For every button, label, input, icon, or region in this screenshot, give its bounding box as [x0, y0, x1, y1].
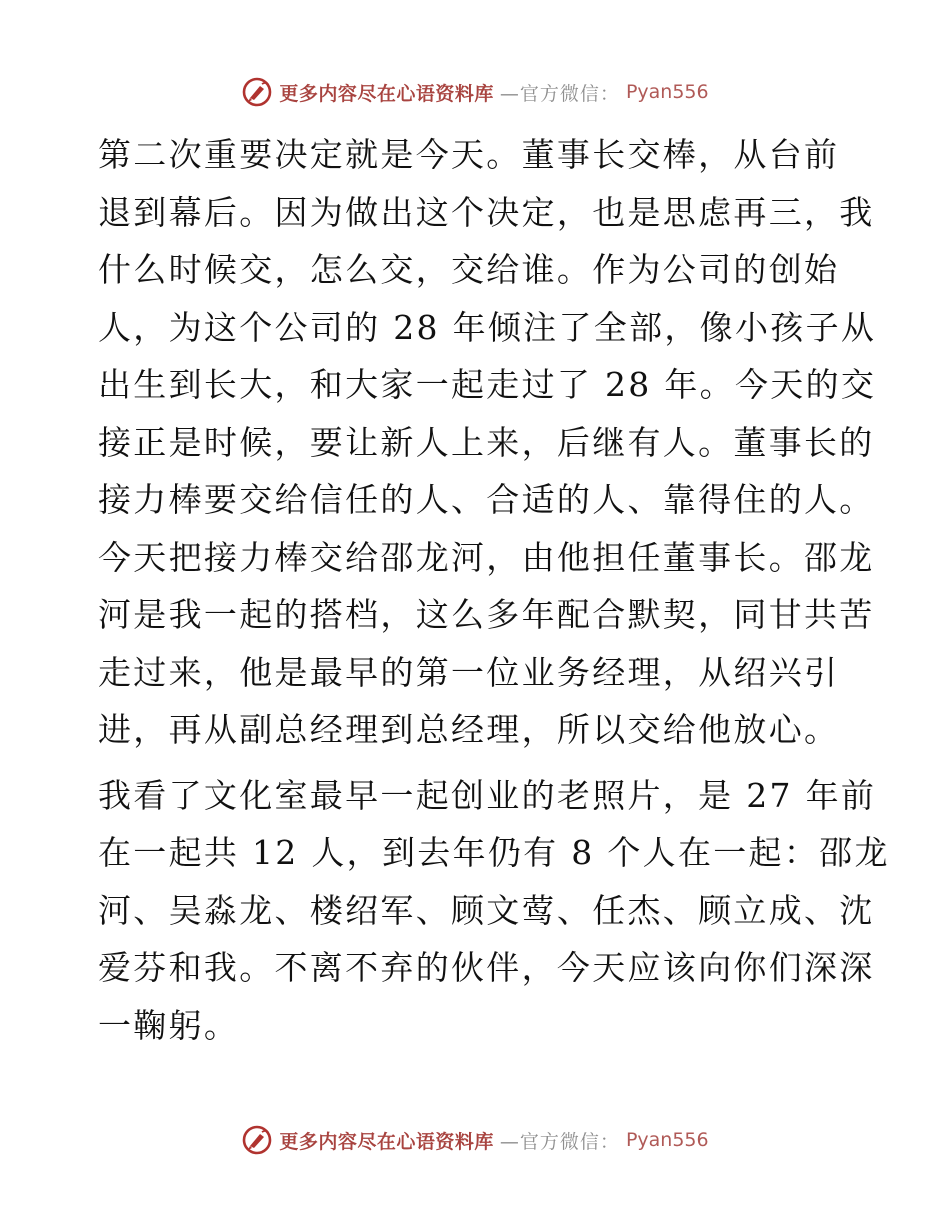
footer-watermark [0, 1124, 950, 1156]
text-line: 接正是时候，要让新人上来，后继有人。董事长的 [98, 422, 875, 462]
text-line: 出生到长大，和大家一起走过了 28 年。今天的交 [98, 365, 877, 404]
text-line: 进，再从副总经理到总经理，所以交给他放心。 [98, 710, 840, 749]
text-line: 今天把接力棒交给邵龙河，由他担任董事长。邵龙 [98, 537, 875, 577]
quill-logo-icon [241, 76, 273, 108]
paragraph-1 [98, 126, 877, 759]
watermark-id-text: Pyan556 [625, 1129, 709, 1151]
quill-logo-icon [241, 1124, 273, 1156]
text-line: 河是我一起的搭档，这么多年配合默契，同甘共苦 [98, 595, 875, 634]
text-line: 接力棒要交给信任的人、合适的人、靠得住的人。 [98, 480, 875, 519]
text-line: 第二次重要决定就是今天。董事长交棒，从台前 [98, 135, 840, 174]
text-line: 爱芬和我。不离不弃的伙伴，今天应该向你们深深 [98, 948, 875, 987]
watermark-sub-text: —官方微信： [499, 82, 620, 105]
text-line: 河、吴淼龙、楼绍军、顾文莺、任杰、顾立成、沈 [98, 890, 875, 930]
text-line: 一鞠躬。 [98, 1005, 240, 1045]
text-line: 我看了文化室最早一起创业的老照片，是 27 年前 [98, 775, 877, 815]
watermark-main-text: 更多内容尽在心语资料库 [279, 82, 494, 105]
watermark-id-text: Pyan556 [625, 81, 709, 103]
watermark-sub-text: —官方微信： [499, 1130, 620, 1153]
text-line: 走过来，他是最早的第一位业务经理，从绍兴引 [98, 652, 840, 692]
watermark-main-text: 更多内容尽在心语资料库 [279, 1130, 494, 1153]
text-line: 在一起共 12 人，到去年仍有 8 个人在一起：邵龙 [98, 833, 890, 872]
header-watermark [0, 76, 950, 108]
text-line: 退到幕后。因为做出这个决定，也是思虑再三，我 [98, 192, 875, 232]
document-body [98, 126, 890, 1054]
text-line: 什么时候交，怎么交，交给谁。作为公司的创始 [98, 250, 840, 289]
paragraph-2 [98, 767, 890, 1055]
text-line: 人，为这个公司的 28 年倾注了全部，像小孩子从 [98, 307, 877, 347]
